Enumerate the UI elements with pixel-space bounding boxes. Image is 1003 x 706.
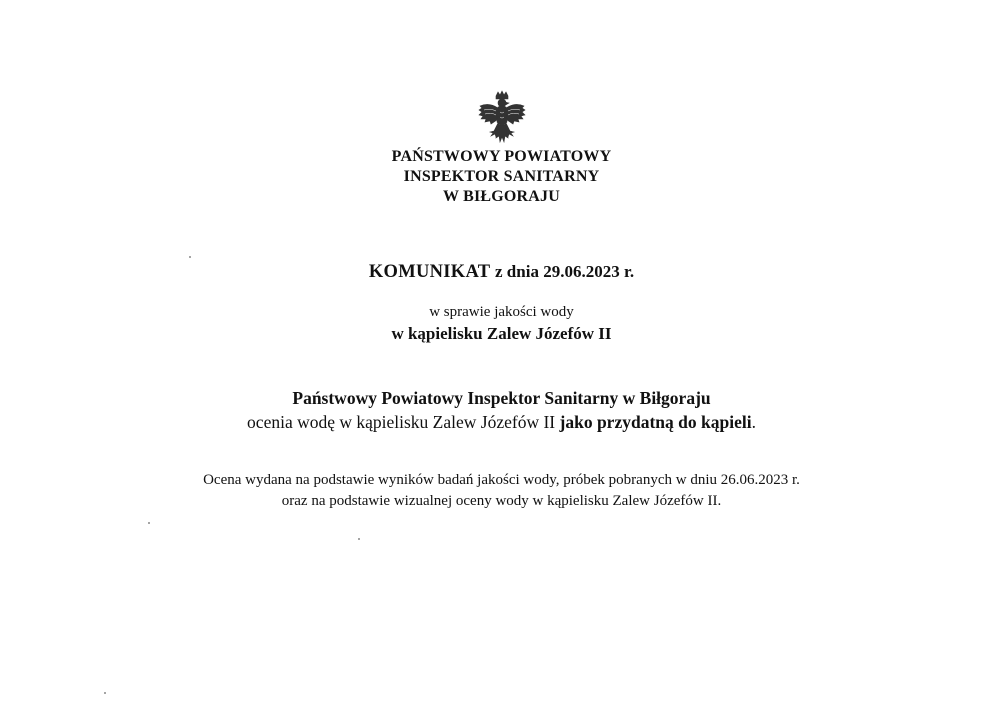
- scan-speck: [148, 522, 150, 524]
- subject-line-1: w sprawie jakości wody: [429, 304, 574, 320]
- authority-line-2: INSPEKTOR SANITARNY: [403, 168, 600, 185]
- statement-line-2: [0, 411, 1003, 433]
- scan-speck: [358, 538, 360, 540]
- title-kind: KOMUNIKAT: [368, 262, 491, 282]
- scan-speck: [189, 256, 191, 258]
- statement-line-2-prefix: ocenia wodę w kąpielisku Zalew Józefów II: [247, 412, 556, 432]
- basis-line-2: oraz na podstawie wizualnej oceny wody w kąpielisku Zalew Józefów II.: [281, 493, 722, 509]
- authority-line-3: W BIŁGORAJU: [442, 188, 561, 205]
- subject-line-2: w kąpielisku Zalew Józefów II: [391, 324, 612, 343]
- statement-line-1: Państwowy Powiatowy Inspektor Sanitarny w Biłgoraju: [292, 388, 711, 408]
- title-date: z dnia 29.06.2023 r.: [495, 262, 635, 281]
- document-title: [0, 260, 1003, 284]
- basis-line-1: Ocena wydana na podstawie wyników badań jakości wody, próbek pobranych w dniu 26.06.2023 r.: [203, 472, 800, 488]
- issuing-authority: [0, 147, 1003, 207]
- statement-line-2-suffix: .: [751, 412, 756, 432]
- authority-line-1: PAŃSTWOWY POWIATOWY: [391, 148, 612, 165]
- polish-eagle-emblem-icon: [477, 90, 527, 148]
- scan-speck: [104, 692, 106, 694]
- statement-line-2-verdict: jako przydatną do kąpieli: [559, 412, 752, 432]
